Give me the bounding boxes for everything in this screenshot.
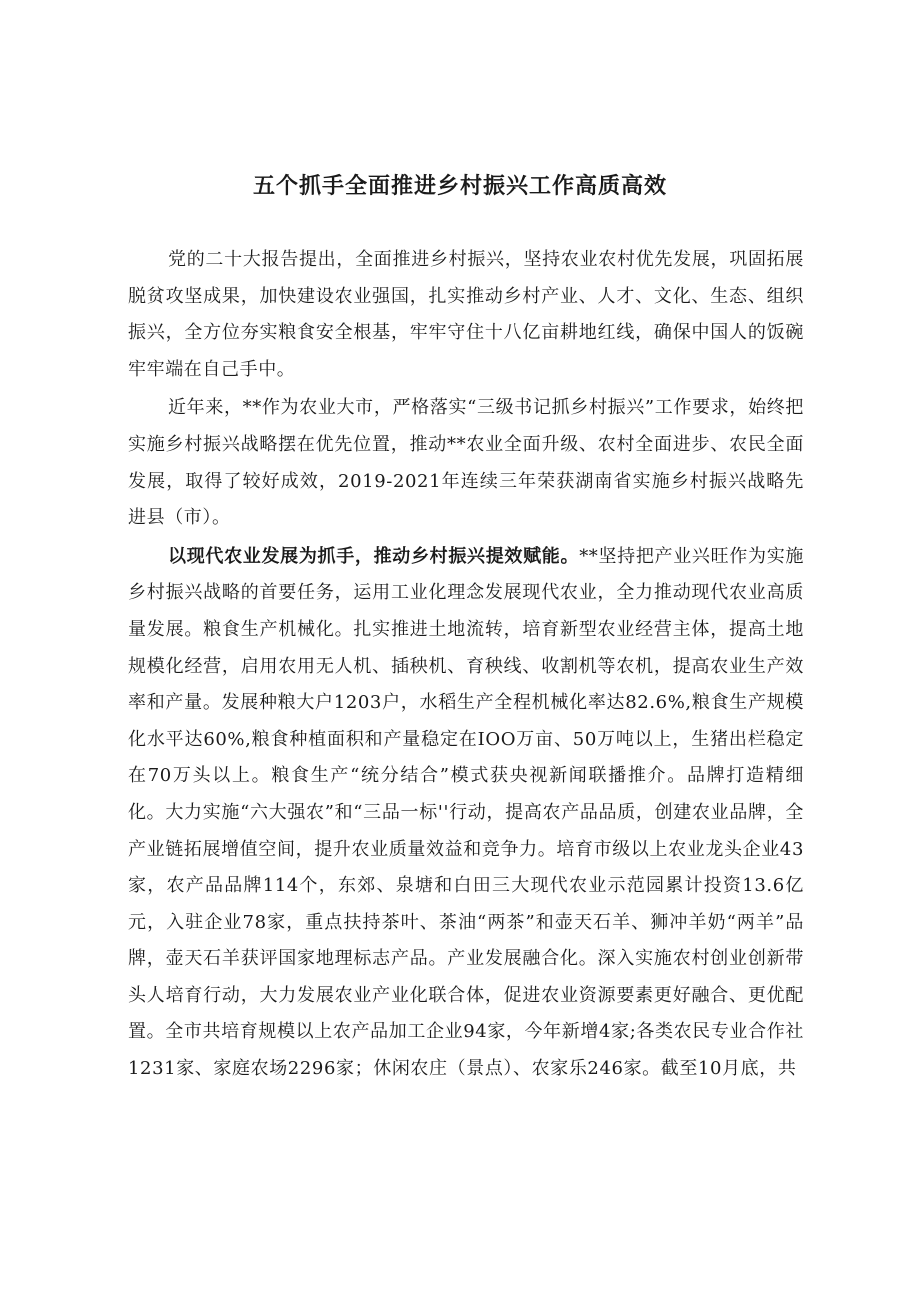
paragraph-background [128,390,804,536]
paragraph-modern-agriculture [128,539,804,1088]
document-title: 五个抓手全面推进乡村振兴工作高质高效 [252,174,667,199]
paragraph-text: 近年来，**作为农业大市，严格落实“三级书记抓乡村振兴”工作要求，始终把实施乡村振兴战略摆在优先位置，推动**农业全面升级、农村全面进步、农民全面发展，取得了较好成效，2019-2021年连续三年荣获湖南省实施乡村振兴战略先进县（市）。 [128,397,804,529]
paragraph-text: **坚持把产业兴旺作为实施乡村振兴战略的首要任务，运用工业化理念发展现代农业，全力推动现代农业高质量发展。粮食生产机械化。扎实推进土地流转，培育新型农业经营主体，提高土地规模化经营，启用农用无人机、插秧机、育秧线、收割机等农机，提高农业生产效率和产量。发展种粮大户1203户，水稻生产全程机械化率达82.6%,粮食生产规模化水平达60%,粮食种植面积和产量稳定在IOO万亩、50万吨以上，生猪出栏稳定在70万头以上。粮食生产“统分结合”模式获央视新闻联播推介。品牌打造精细化。大力实施“六大强农”和“三品一标''行动，提高农产品品质，创建农业品牌，全产业链拓展增值空间，提升农业质量效益和竞争力。培育市级以上农业龙头企业43家，农产品品牌114个，东郊、泉塘和白田三大现代农业示范园累计投资13.6亿元，入驻企业78家，重点扶持茶叶、茶油“两茶”和壶天石羊、狮冲羊奶“两羊”品牌，壶天石羊获评国家地理标志产品。产业发展融合化。深入实施农村创业创新带头人培育行动，大力发展农业产业化联合体，促进农业资源要素更好融合、更优配置。全市共培育规模以上农产品加工企业94家，今年新增4家;各类农民专业合作社1231家、家庭农场2296家；休闲农庄（景点）、农家乐246家。截至10月底，共 [128,545,804,1080]
document-body [128,242,804,1090]
paragraph-intro [128,242,804,388]
paragraph-text: 党的二十大报告提出，全面推进乡村振兴，坚持农业农村优先发展，巩固拓展脱贫攻坚成果，加快建设农业强国，扎实推动乡村产业、人才、文化、生态、组织振兴，全方位夯实粮食安全根基，牢牢守住十八亿亩耕地红线，确保中国人的饭碗牢牢端在自己手中。 [128,249,804,380]
paragraph-lead-heading: 以现代农业发展为抓手，推动乡村振兴提效赋能。 [168,545,580,567]
